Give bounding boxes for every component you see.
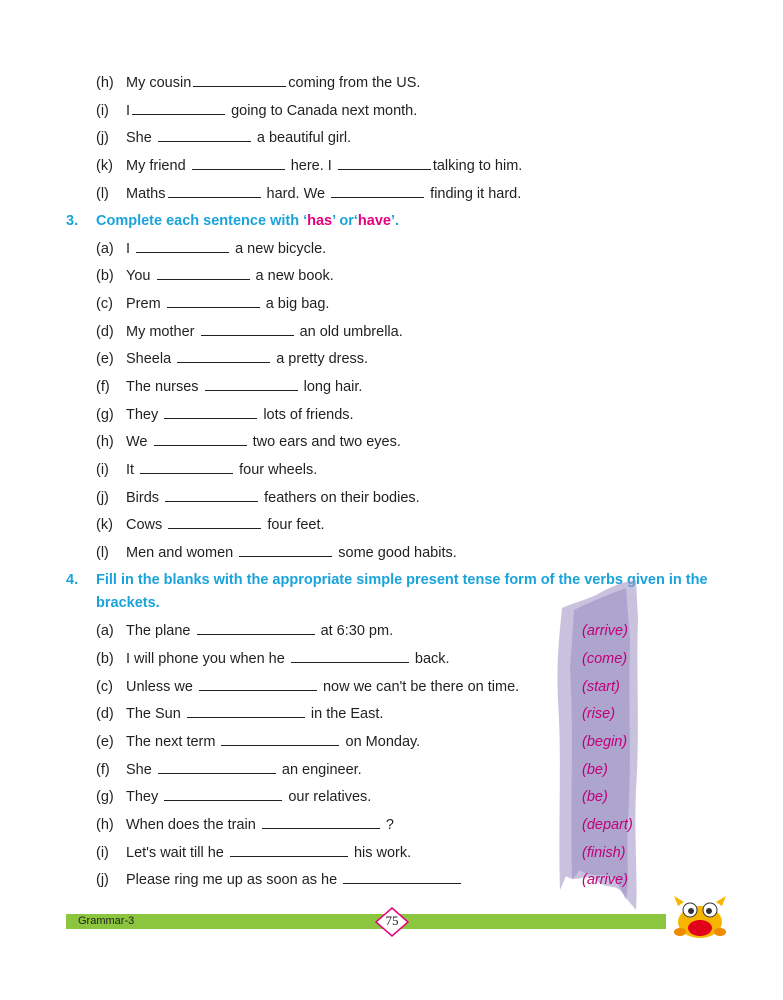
verb-hint: (start) <box>582 679 620 695</box>
footer-bar <box>66 914 666 929</box>
item-text: They <box>126 407 159 423</box>
answer-blank[interactable] <box>158 761 276 774</box>
answer-blank[interactable] <box>197 622 315 635</box>
item-text: a pretty dress. <box>276 351 369 367</box>
item-text: They <box>126 789 159 805</box>
item-label: (h) <box>96 434 114 450</box>
item-label: (l) <box>96 186 109 202</box>
item-label: (e) <box>96 351 114 367</box>
item-text: ? <box>385 817 394 833</box>
heading-text: Fill in the blanks with the appropriate simple present tense form of the verbs given in the <box>96 572 708 588</box>
item-label: (i) <box>96 462 109 478</box>
item-label: (k) <box>96 158 113 174</box>
item-text: When does the train <box>126 817 256 833</box>
item-text: a new book. <box>255 268 334 284</box>
answer-blank[interactable] <box>132 102 225 115</box>
answer-blank[interactable] <box>230 844 348 857</box>
item-text: going to Canada next month. <box>231 103 418 119</box>
item-text: back. <box>414 651 450 667</box>
item-label: (j) <box>96 490 109 506</box>
item-text: Sheela <box>126 351 172 367</box>
item-text: The nurses <box>126 379 199 395</box>
item-text: My mother <box>126 324 195 340</box>
item-text: She <box>126 130 152 146</box>
item-label: (b) <box>96 651 114 667</box>
item-text: Prem <box>126 296 161 312</box>
item-text: The Sun <box>126 706 181 722</box>
item-text: Please ring me up as soon as he <box>126 872 338 888</box>
section-number: 3. <box>66 213 79 229</box>
answer-blank[interactable] <box>168 516 261 529</box>
item-label: (f) <box>96 379 110 395</box>
heading-keyword-have: have <box>357 213 391 229</box>
item-text: on Monday. <box>345 734 421 750</box>
section-number: 4. <box>66 572 79 588</box>
answer-blank[interactable] <box>239 544 332 557</box>
item-text: Maths <box>126 186 166 202</box>
answer-blank[interactable] <box>165 489 258 502</box>
heading-text: brackets. <box>96 595 160 611</box>
item-label: (d) <box>96 706 114 722</box>
item-text: My cousin <box>126 75 192 91</box>
item-text: coming from the US. <box>288 75 421 91</box>
item-label: (j) <box>96 872 109 888</box>
item-text: four feet. <box>267 517 325 533</box>
item-text: hard. We <box>266 186 326 202</box>
item-label: (a) <box>96 623 114 639</box>
answer-blank[interactable] <box>168 185 261 198</box>
verb-hint: (rise) <box>582 706 616 722</box>
verb-hint: (be) <box>582 762 608 778</box>
item-label: (c) <box>96 679 113 695</box>
answer-blank[interactable] <box>187 705 305 718</box>
item-text: four wheels. <box>239 462 318 478</box>
verb-hint: (depart) <box>582 817 633 833</box>
verb-hint: (finish) <box>582 845 626 861</box>
item-text: here. I <box>290 158 332 174</box>
item-text: She <box>126 762 152 778</box>
cartoon-mascot-icon <box>672 892 728 940</box>
item-label: (k) <box>96 517 113 533</box>
item-text: an old umbrella. <box>299 324 403 340</box>
item-label: (i) <box>96 845 109 861</box>
item-text: You <box>126 268 151 284</box>
page-number: 75 <box>385 913 399 928</box>
verb-hint: (begin) <box>582 734 628 750</box>
item-text: now we can't be there on time. <box>322 679 520 695</box>
verb-hint: (arrive) <box>582 623 628 639</box>
item-label: (i) <box>96 103 109 119</box>
item-text: My friend <box>126 158 186 174</box>
item-text: a new bicycle. <box>235 241 327 257</box>
item-label: (b) <box>96 268 114 284</box>
answer-blank[interactable] <box>154 433 247 446</box>
item-label: (h) <box>96 817 114 833</box>
item-label: (h) <box>96 75 114 91</box>
answer-blank[interactable] <box>201 323 294 336</box>
item-text: at 6:30 pm. <box>320 623 394 639</box>
answer-blank[interactable] <box>262 816 380 829</box>
answer-blank[interactable] <box>158 129 251 142</box>
answer-blank[interactable] <box>193 74 286 87</box>
answer-blank[interactable] <box>192 157 285 170</box>
answer-blank[interactable] <box>167 295 260 308</box>
answer-blank[interactable] <box>205 378 298 391</box>
item-text: lots of friends. <box>263 407 354 423</box>
item-text: I <box>126 241 131 257</box>
footer-book-title: Grammar-3 <box>78 915 135 927</box>
item-text: Unless we <box>126 679 193 695</box>
item-label: (e) <box>96 734 114 750</box>
answer-blank[interactable] <box>164 788 282 801</box>
item-text: The next term <box>126 734 216 750</box>
item-text: finding it hard. <box>430 186 522 202</box>
item-text: long hair. <box>303 379 363 395</box>
answer-blank[interactable] <box>136 240 229 253</box>
item-text: Men and women <box>126 545 234 561</box>
item-text: Let's wait till he <box>126 845 224 861</box>
answer-blank[interactable] <box>331 185 424 198</box>
item-text: a beautiful girl. <box>256 130 352 146</box>
item-text: Birds <box>126 490 160 506</box>
item-text: feathers on their bodies. <box>264 490 420 506</box>
answer-blank[interactable] <box>338 157 431 170</box>
item-label: (a) <box>96 241 114 257</box>
answer-blank[interactable] <box>177 350 270 363</box>
item-text: Cows <box>126 517 163 533</box>
item-text: I will phone you when he <box>126 651 285 667</box>
answer-blank[interactable] <box>140 461 233 474</box>
answer-blank[interactable] <box>221 733 339 746</box>
verb-hint: (be) <box>582 789 608 805</box>
heading-keyword-has: has <box>307 213 333 229</box>
item-text: I <box>126 103 131 119</box>
item-label: (f) <box>96 762 110 778</box>
heading-text: ’ or‘ <box>332 213 358 229</box>
item-label: (g) <box>96 789 114 805</box>
item-text: a big bag. <box>265 296 330 312</box>
answer-blank[interactable] <box>343 871 461 884</box>
heading-text: ’. <box>390 213 400 229</box>
item-text: It <box>126 462 135 478</box>
item-label: (j) <box>96 130 109 146</box>
item-label: (l) <box>96 545 109 561</box>
heading-text: Complete each sentence with ‘ <box>96 213 308 229</box>
item-text: talking to him. <box>432 158 523 174</box>
item-text: our relatives. <box>288 789 372 805</box>
item-label: (c) <box>96 296 113 312</box>
item-text: in the East. <box>310 706 384 722</box>
answer-blank[interactable] <box>291 650 409 663</box>
verb-hint: (come) <box>582 651 628 667</box>
item-label: (d) <box>96 324 114 340</box>
item-text: We <box>126 434 148 450</box>
item-text: some good habits. <box>338 545 457 561</box>
item-text: The plane <box>126 623 191 639</box>
item-text: two ears and two eyes. <box>252 434 401 450</box>
item-text: an engineer. <box>281 762 362 778</box>
verb-hint: (arrive) <box>582 872 628 888</box>
answer-blank[interactable] <box>199 678 317 691</box>
answer-blank[interactable] <box>157 267 250 280</box>
answer-blank[interactable] <box>164 406 257 419</box>
item-text: his work. <box>353 845 412 861</box>
item-label: (g) <box>96 407 114 423</box>
